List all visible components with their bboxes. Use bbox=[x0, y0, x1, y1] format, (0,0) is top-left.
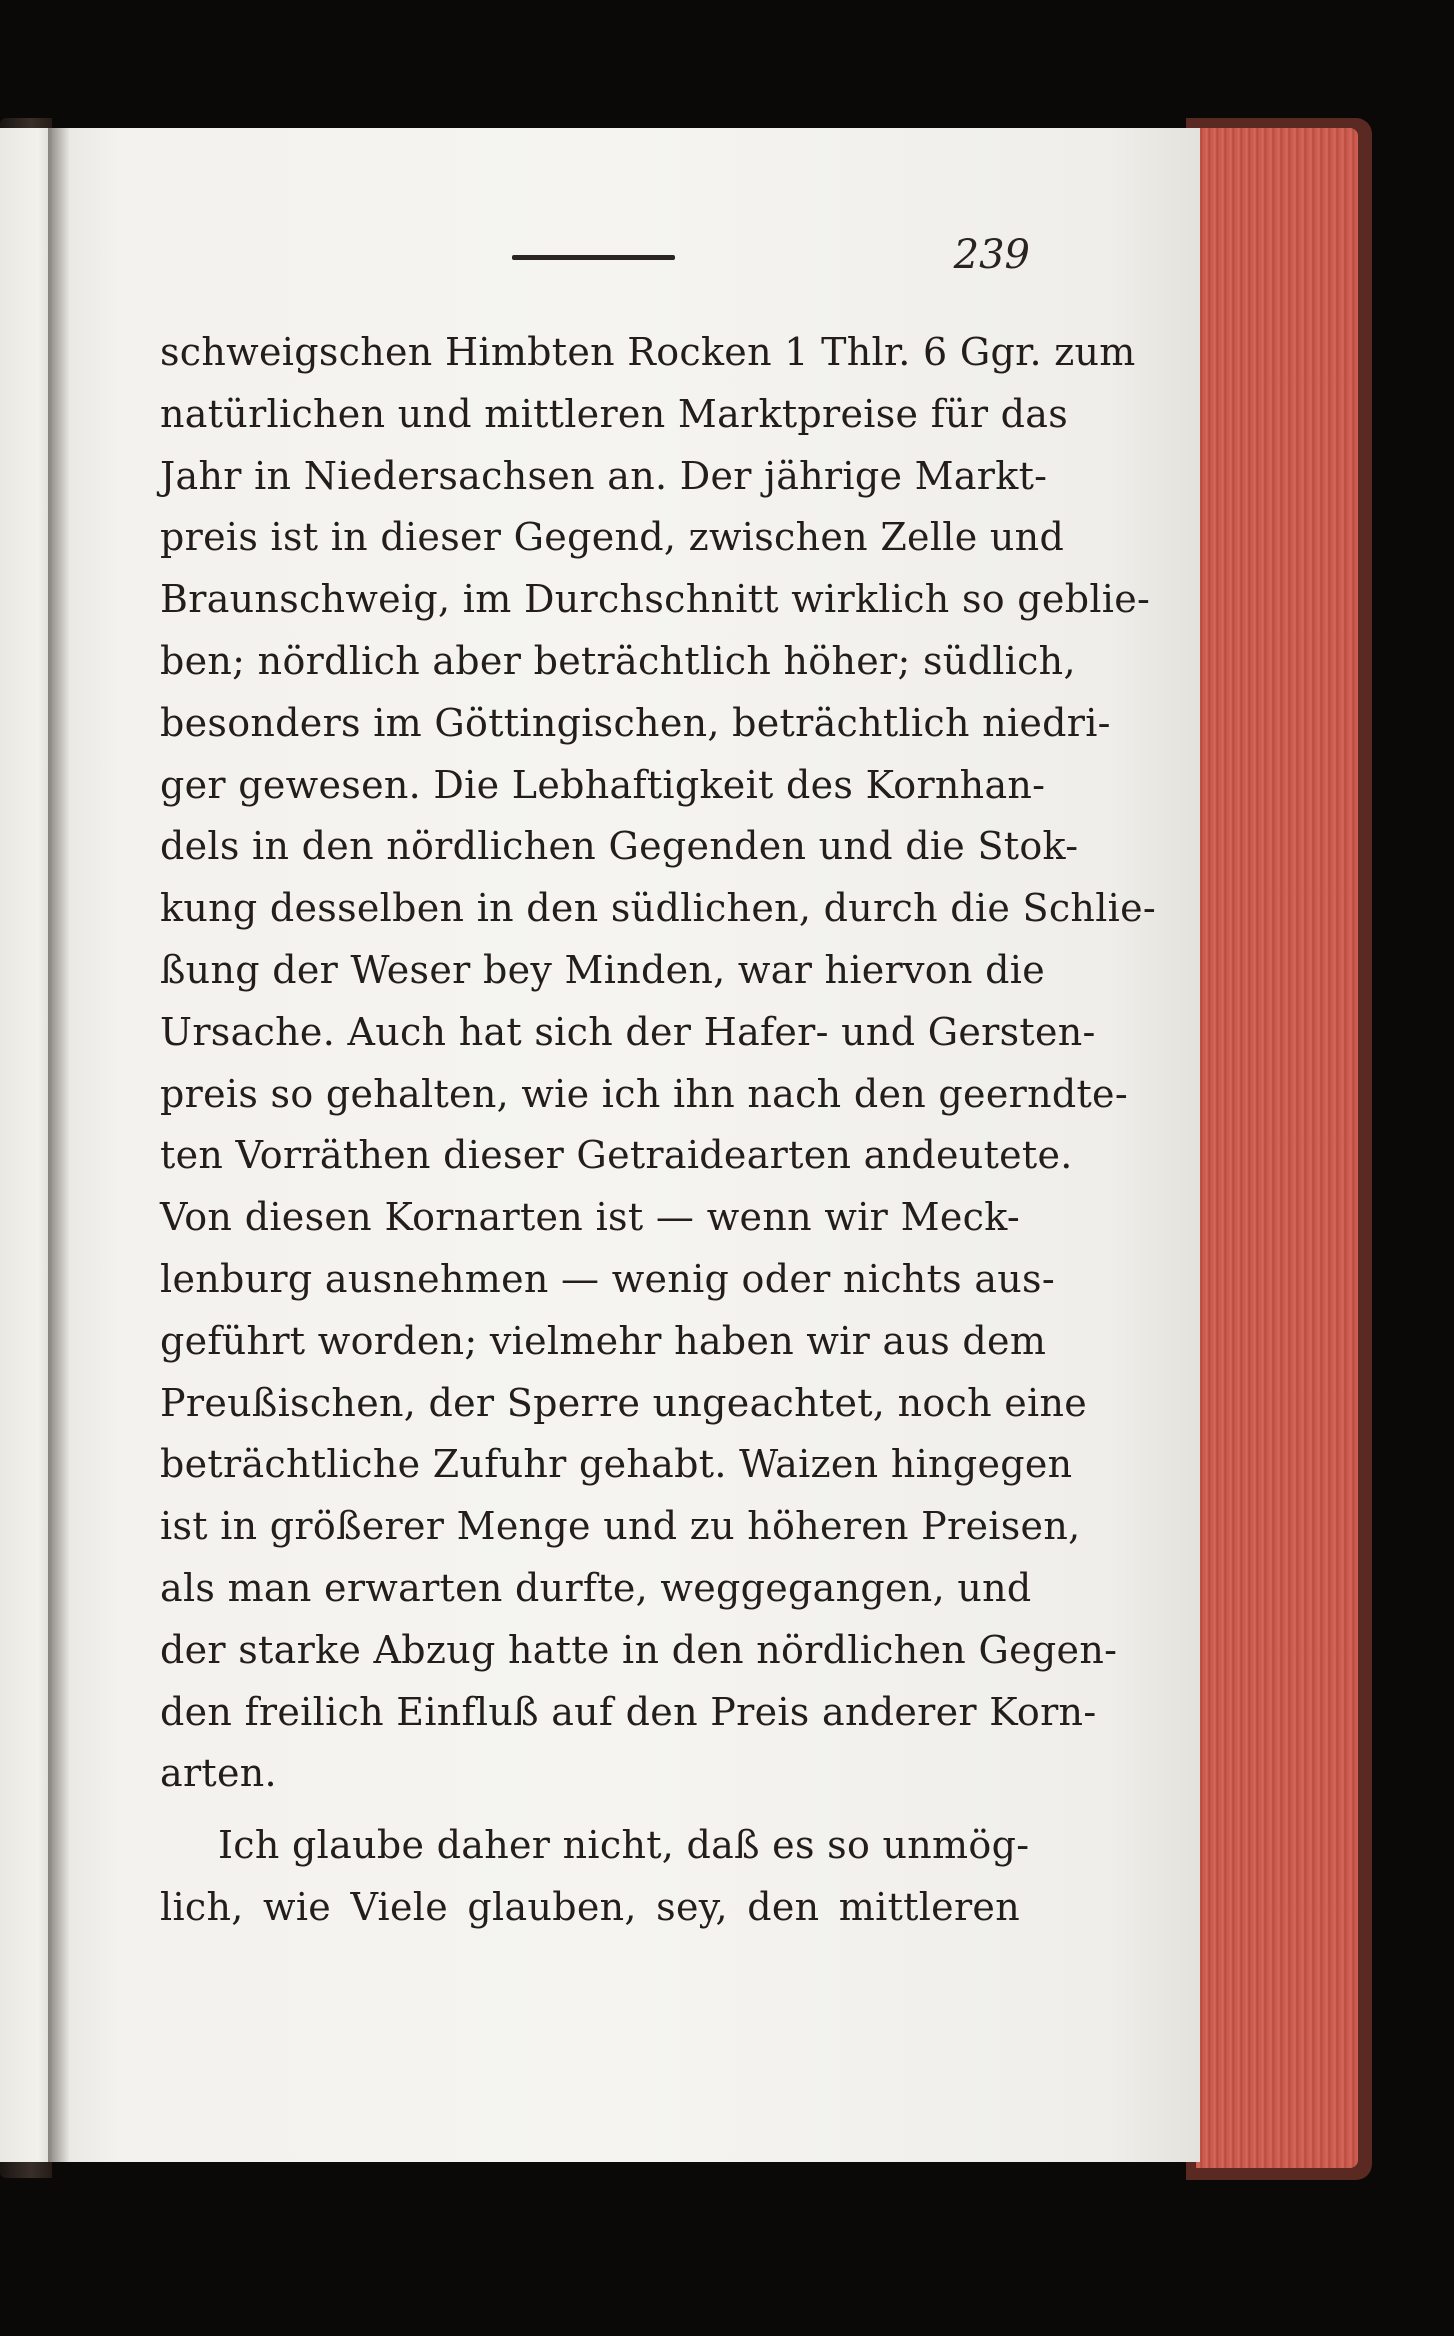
text-line: lenburg ausnehmen — wenig oder nichts aus- bbox=[160, 1256, 1055, 1301]
text-line: als man erwarten durfte, weggegangen, und bbox=[160, 1565, 1032, 1610]
text-line: beträchtliche Zufuhr gehabt. Waizen hingegen bbox=[160, 1442, 1073, 1487]
text-line: ger gewesen. Die Lebhaftigkeit des Kornhan- bbox=[160, 762, 1046, 807]
text-line: dels in den nördlichen Gegenden und die Stok- bbox=[160, 824, 1079, 869]
gutter-shadow bbox=[48, 128, 70, 2162]
text-line: Preußischen, der Sperre ungeachtet, noch eine bbox=[160, 1380, 1088, 1425]
text-line: den freilich Einfluß auf den Preis anderer Korn- bbox=[160, 1689, 1097, 1734]
text-line: Braunschweig, im Durchschnitt wirklich so geblie- bbox=[160, 577, 1151, 622]
text-line: Ursache. Auch hat sich der Hafer- und Gersten- bbox=[160, 1009, 1096, 1054]
text-line: ist in größerer Menge und zu höheren Preisen, bbox=[160, 1504, 1081, 1549]
text-line: Jahr in Niedersachsen an. Der jährige Markt- bbox=[160, 453, 1048, 498]
facing-page bbox=[0, 128, 54, 2162]
text-line: besonders im Göttingischen, beträchtlich niedri- bbox=[160, 700, 1111, 745]
text-line: Ich glaube daher nicht, daß es so unmög- bbox=[218, 1823, 1030, 1868]
text-line: natürlichen und mittleren Marktpreise für das bbox=[160, 391, 1069, 436]
text-line: ten Vorräthen dieser Getraidearten andeutete. bbox=[160, 1133, 1073, 1178]
red-page-edges bbox=[1196, 128, 1358, 2168]
text-line: arten. bbox=[160, 1751, 277, 1796]
page-number: 239 bbox=[953, 232, 1030, 278]
text-line: der starke Abzug hatte in den nördlichen Gegen- bbox=[160, 1627, 1118, 1672]
header-rule bbox=[512, 255, 675, 260]
text-line: lich, wie Viele glauben, sey, den mittleren bbox=[160, 1884, 1020, 1929]
text-line: preis ist in dieser Gegend, zwischen Zelle und bbox=[160, 515, 1065, 560]
text-line: schweigschen Himbten Rocken 1 Thlr. 6 Ggr. zum bbox=[160, 330, 1136, 374]
text-line: preis so gehalten, wie ich ihn nach den geerndte- bbox=[160, 1071, 1128, 1116]
text-line: geführt worden; vielmehr haben wir aus dem bbox=[160, 1318, 1047, 1363]
text-line: Von diesen Kornarten ist — wenn wir Meck- bbox=[160, 1195, 1020, 1240]
text-line: ben; nördlich aber beträchtlich höher; südlich, bbox=[160, 638, 1076, 683]
text-line: kung desselben in den südlichen, durch die Schlie- bbox=[160, 886, 1157, 931]
body-text bbox=[160, 322, 1157, 1939]
text-line: ßung der Weser bey Minden, war hiervon die bbox=[160, 947, 1045, 992]
